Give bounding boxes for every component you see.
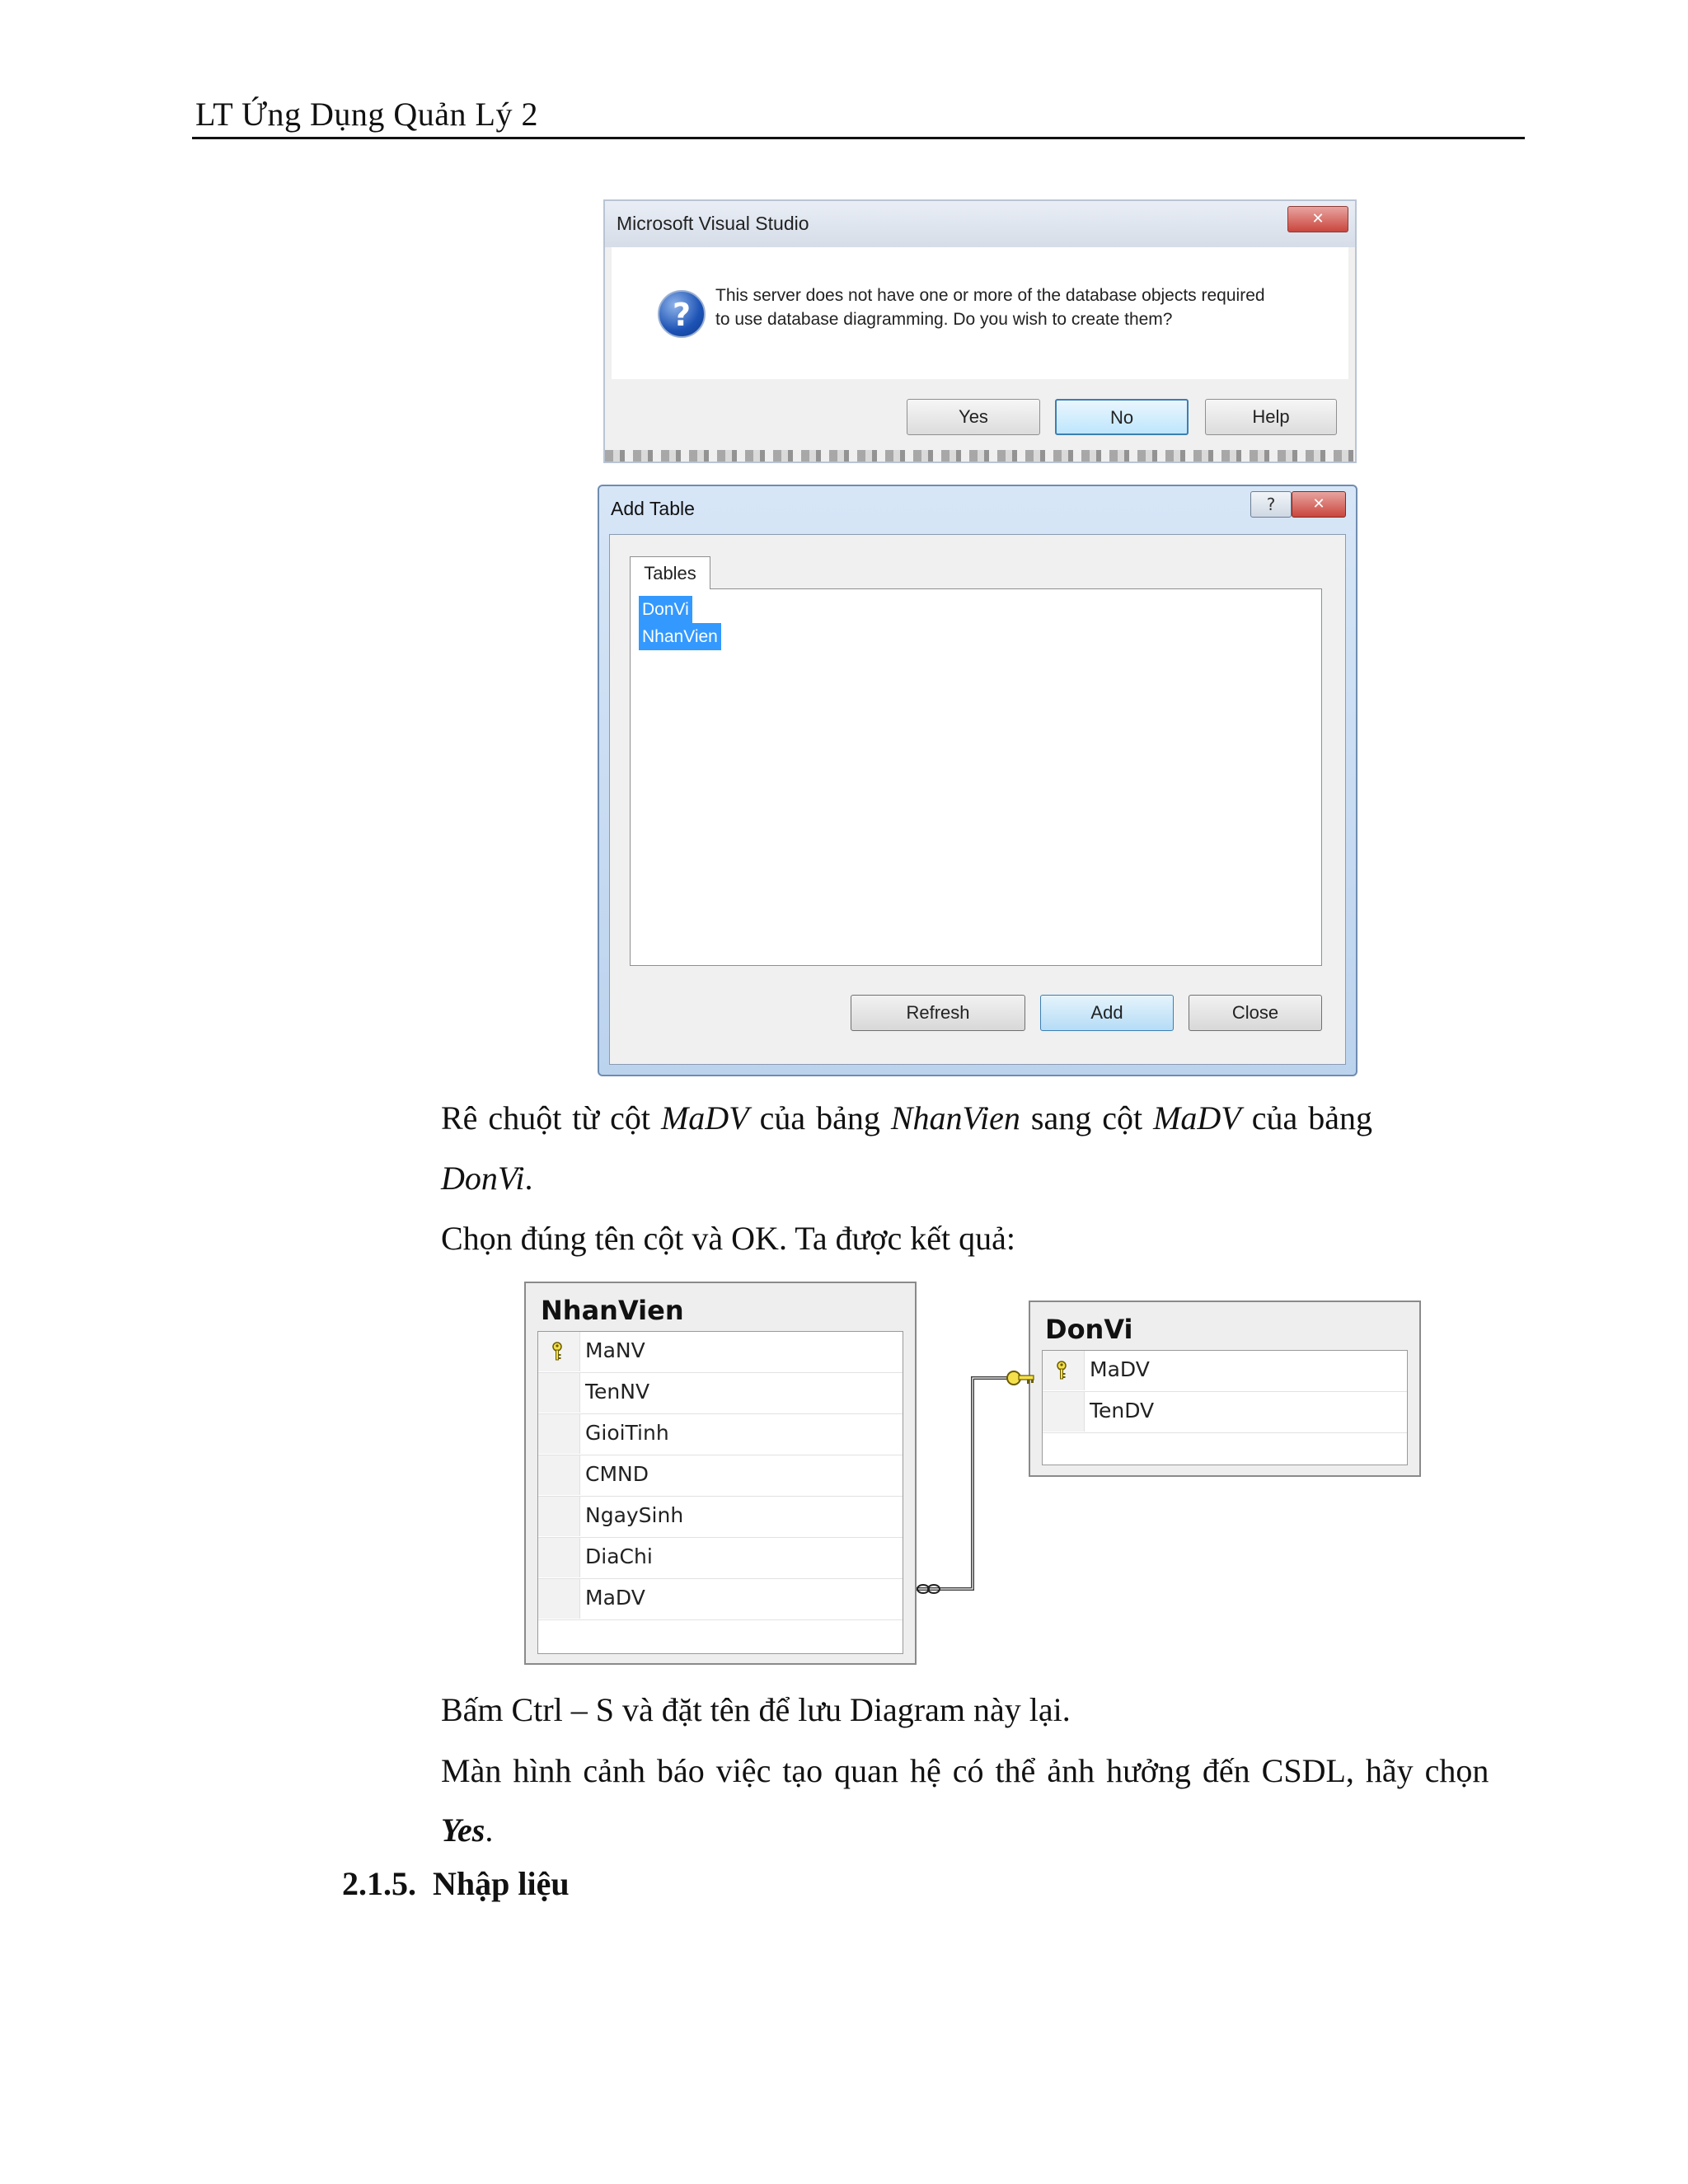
add-button[interactable]: Add (1040, 995, 1174, 1031)
table-row[interactable] (538, 1373, 903, 1414)
confirm-message-line-2: to use database diagramming. Do you wish to create them? (715, 310, 1173, 329)
column-name: MaDV (1090, 1357, 1150, 1381)
paragraph-save: Bấm Ctrl – S và đặt tên để lưu Diagram này lại. (441, 1691, 1071, 1728)
column-name: GioiTinh (585, 1421, 669, 1445)
text-segment: của bảng (1240, 1099, 1372, 1137)
paragraph-line-2 (441, 1808, 1529, 1853)
row-selector (538, 1579, 580, 1619)
table-title-nhanvien: NhanVien (541, 1295, 684, 1326)
paragraph-drag-instruction (441, 1096, 1529, 1201)
text-segment: . (485, 1811, 494, 1849)
tables-list[interactable] (630, 588, 1322, 966)
list-item-donvi[interactable]: DonVi (639, 596, 692, 623)
row-selector (538, 1455, 580, 1495)
column-name: MaDV (585, 1586, 645, 1610)
section-number: 2.1.5. (342, 1865, 416, 1902)
table-row[interactable] (538, 1497, 903, 1538)
key-icon (1007, 1371, 1034, 1385)
column-name: NgaySinh (585, 1503, 684, 1527)
table-name-nhanvien: NhanVien (890, 1099, 1020, 1137)
confirm-dialog-titlebar (605, 201, 1355, 247)
table-row[interactable] (1043, 1351, 1407, 1392)
row-selector (538, 1373, 580, 1413)
column-name-madv: MaDV (660, 1099, 749, 1137)
column-name: CMND (585, 1462, 649, 1486)
table-row[interactable] (538, 1579, 903, 1620)
confirm-dialog-close-button[interactable] (1287, 206, 1348, 232)
nhanvien-columns (537, 1331, 903, 1654)
row-selector (538, 1538, 580, 1577)
page-header-title: LT Ứng Dụng Quản Lý 2 (195, 96, 538, 133)
paragraph-line-1 (441, 1096, 1529, 1141)
section-title: Nhập liệu (433, 1865, 570, 1902)
text-segment: của bảng (748, 1099, 891, 1137)
confirm-dialog-body (612, 247, 1348, 379)
help-icon[interactable]: ? (1250, 491, 1292, 518)
question-mark-glyph: ? (672, 297, 692, 333)
column-name: MaNV (585, 1338, 645, 1362)
paragraph-line-1: Màn hình cảnh báo việc tạo quan hệ có thể ảnh hưởng đến CSDL, hãy chọn (441, 1752, 1489, 1789)
add-table-dialog (598, 485, 1357, 1076)
close-icon[interactable]: ✕ (1292, 491, 1346, 518)
column-name: TenDV (1090, 1399, 1155, 1422)
confirm-dialog-title: Microsoft Visual Studio (617, 213, 809, 234)
confirm-message-line-1: This server does not have one or more of the database objects required (715, 286, 1265, 305)
confirm-dialog (603, 199, 1357, 463)
primary-key-icon (551, 1342, 563, 1361)
primary-key-icon (1056, 1361, 1067, 1380)
table-row[interactable] (538, 1455, 903, 1497)
table-row[interactable] (1043, 1392, 1407, 1433)
list-item-nhanvien[interactable]: NhanVien (639, 623, 721, 650)
paragraph-result: Chọn đúng tên cột và OK. Ta được kết quả: (441, 1220, 1015, 1257)
column-name: DiaChi (585, 1544, 653, 1568)
row-selector (538, 1497, 580, 1536)
help-button[interactable]: Help (1205, 399, 1337, 435)
no-button[interactable]: No (1055, 399, 1189, 435)
close-icon: ✕ (1311, 210, 1325, 227)
torn-edge (605, 450, 1355, 462)
paragraph-line-2 (441, 1156, 1529, 1201)
tab-tables[interactable]: Tables (630, 556, 710, 589)
relationship-line[interactable] (907, 1352, 1039, 1599)
header-rule (192, 137, 1525, 139)
row-selector (1043, 1392, 1085, 1432)
diagram-table-nhanvien[interactable] (524, 1282, 917, 1665)
row-selector (538, 1332, 580, 1371)
text-segment: . (524, 1160, 533, 1197)
row-selector (1043, 1351, 1085, 1390)
question-icon (658, 290, 706, 338)
add-table-content (609, 534, 1346, 1065)
text-segment: Rê chuột từ cột (441, 1099, 661, 1137)
yes-button[interactable]: Yes (907, 399, 1040, 435)
confirm-dialog-message (715, 284, 1309, 331)
text-segment: sang cột (1020, 1099, 1154, 1137)
add-table-title: Add Table (611, 498, 695, 519)
section-heading (342, 1864, 570, 1903)
column-name-madv: MaDV (1153, 1099, 1241, 1137)
table-row[interactable] (538, 1538, 903, 1579)
table-row[interactable] (538, 1414, 903, 1455)
choice-yes: Yes (441, 1811, 485, 1849)
donvi-columns (1042, 1350, 1408, 1465)
refresh-button[interactable]: Refresh (851, 995, 1025, 1031)
close-button[interactable]: Close (1189, 995, 1322, 1031)
table-name-donvi: DonVi (441, 1160, 525, 1197)
table-title-donvi: DonVi (1045, 1314, 1133, 1345)
paragraph-warning (441, 1749, 1529, 1853)
column-name: TenNV (585, 1380, 650, 1404)
row-selector (538, 1414, 580, 1454)
table-row[interactable] (538, 1332, 903, 1373)
diagram-table-donvi[interactable] (1029, 1301, 1421, 1477)
